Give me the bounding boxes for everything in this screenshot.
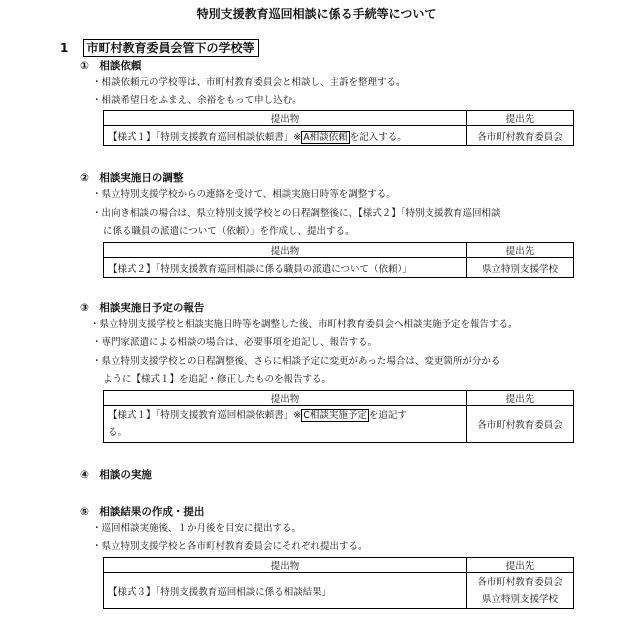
table-header-submission: 提出物	[104, 243, 467, 258]
s3-bullet-2: ・専門家派遣による相談の場合は、必要事項を追記し、報告する。	[92, 337, 378, 348]
s2-submission-cell: 【様式２】「特別支援教育巡回相談に係る職員の派遣について（依頼）」	[104, 258, 467, 278]
s5-bullet-1: ・巡回相談実施後、１か月後を目安に提出する。	[92, 523, 302, 534]
subsection-4-heading: ④ 相談の実施	[80, 469, 152, 481]
s3-bullet-1: ・県立特別支援学校と相談実施日時等を調整した後、市町村教育委員会へ相談実施予定を報告する。	[90, 319, 518, 330]
table-header-submission: 提出物	[104, 111, 467, 126]
section-1-heading	[60, 39, 259, 56]
s1-submission-cell: 【様式１】「特別支援教育巡回相談依頼書」※ A相談依頼 を記入する。	[104, 126, 467, 146]
table-header-submission: 提出物	[104, 391, 467, 406]
section-title: 市町村教育委員会管下の学校等	[83, 39, 259, 57]
subsection-1-heading: ① 相談依頼	[80, 60, 142, 72]
table-header-destination: 提出先	[467, 111, 574, 126]
s3-bullet-3: ・県立特別支援学校との日程調整後、さらに相談予定に変更があった場合は、変更箇所が分かる	[92, 356, 501, 367]
subsection-5-heading: ⑤ 相談結果の作成・提出	[80, 506, 205, 518]
table-header-destination: 提出先	[467, 391, 574, 406]
table-header-destination: 提出先	[467, 243, 574, 258]
s3-destination-cell: 各市町村教育委員会	[467, 406, 574, 443]
s5-table	[103, 557, 574, 609]
s2-bullet-2: ・出向き相談の場合は、県立特別支援学校との日程調整後に、【様式２】「特別支援教育巡回相談	[92, 208, 501, 219]
s5-bullet-2: ・県立特別支援学校と各市町村教育委員会にそれぞれ提出する。	[92, 541, 368, 552]
s2-destination-cell: 県立特別支援学校	[467, 258, 574, 278]
s3-submission-cell: 【様式１】「特別支援教育巡回相談依頼書」※ C相談実施予定 を追記す る。	[104, 406, 467, 443]
s3-table	[103, 390, 574, 443]
s2-bullet-2-cont: に係る職員の派遣について（依頼）」を作成し、提出する。	[103, 226, 355, 237]
s1-bullet-1: ・相談依頼元の学校等は、市町村教育委員会と相談し、主訴を整理する。	[92, 77, 406, 88]
s1-table	[103, 110, 574, 146]
subsection-2-heading: ② 相談実施日の調整	[80, 172, 184, 184]
s1-destination-cell: 各市町村教育委員会	[467, 126, 574, 146]
s3-bullet-3-cont: ように【様式１】を追記・修正したものを報告する。	[103, 374, 332, 385]
s5-destination-cell: 各市町村教育委員会 県立特別支援学校	[467, 573, 574, 609]
table-header-submission: 提出物	[104, 558, 467, 573]
subsection-3-heading: ③ 相談実施日予定の報告	[80, 302, 205, 314]
page-title: 特別支援教育巡回相談に係る手続等について	[196, 7, 437, 21]
s1-boxed-label: A相談依頼	[303, 131, 348, 143]
s3-boxed-label: C相談実施予定	[303, 410, 367, 421]
s5-submission-cell: 【様式３】「特別支援教育巡回相談に係る相談結果」	[104, 573, 467, 609]
section-number: 1	[60, 41, 69, 55]
table-header-destination: 提出先	[467, 558, 574, 573]
s1-bullet-2: ・相談希望日をふまえ、余裕をもって申し込む。	[92, 95, 302, 106]
s2-bullet-1: ・県立特別支援学校からの連絡を受けて、相談実施日時等を調整する。	[92, 189, 396, 200]
s2-table	[103, 242, 574, 278]
